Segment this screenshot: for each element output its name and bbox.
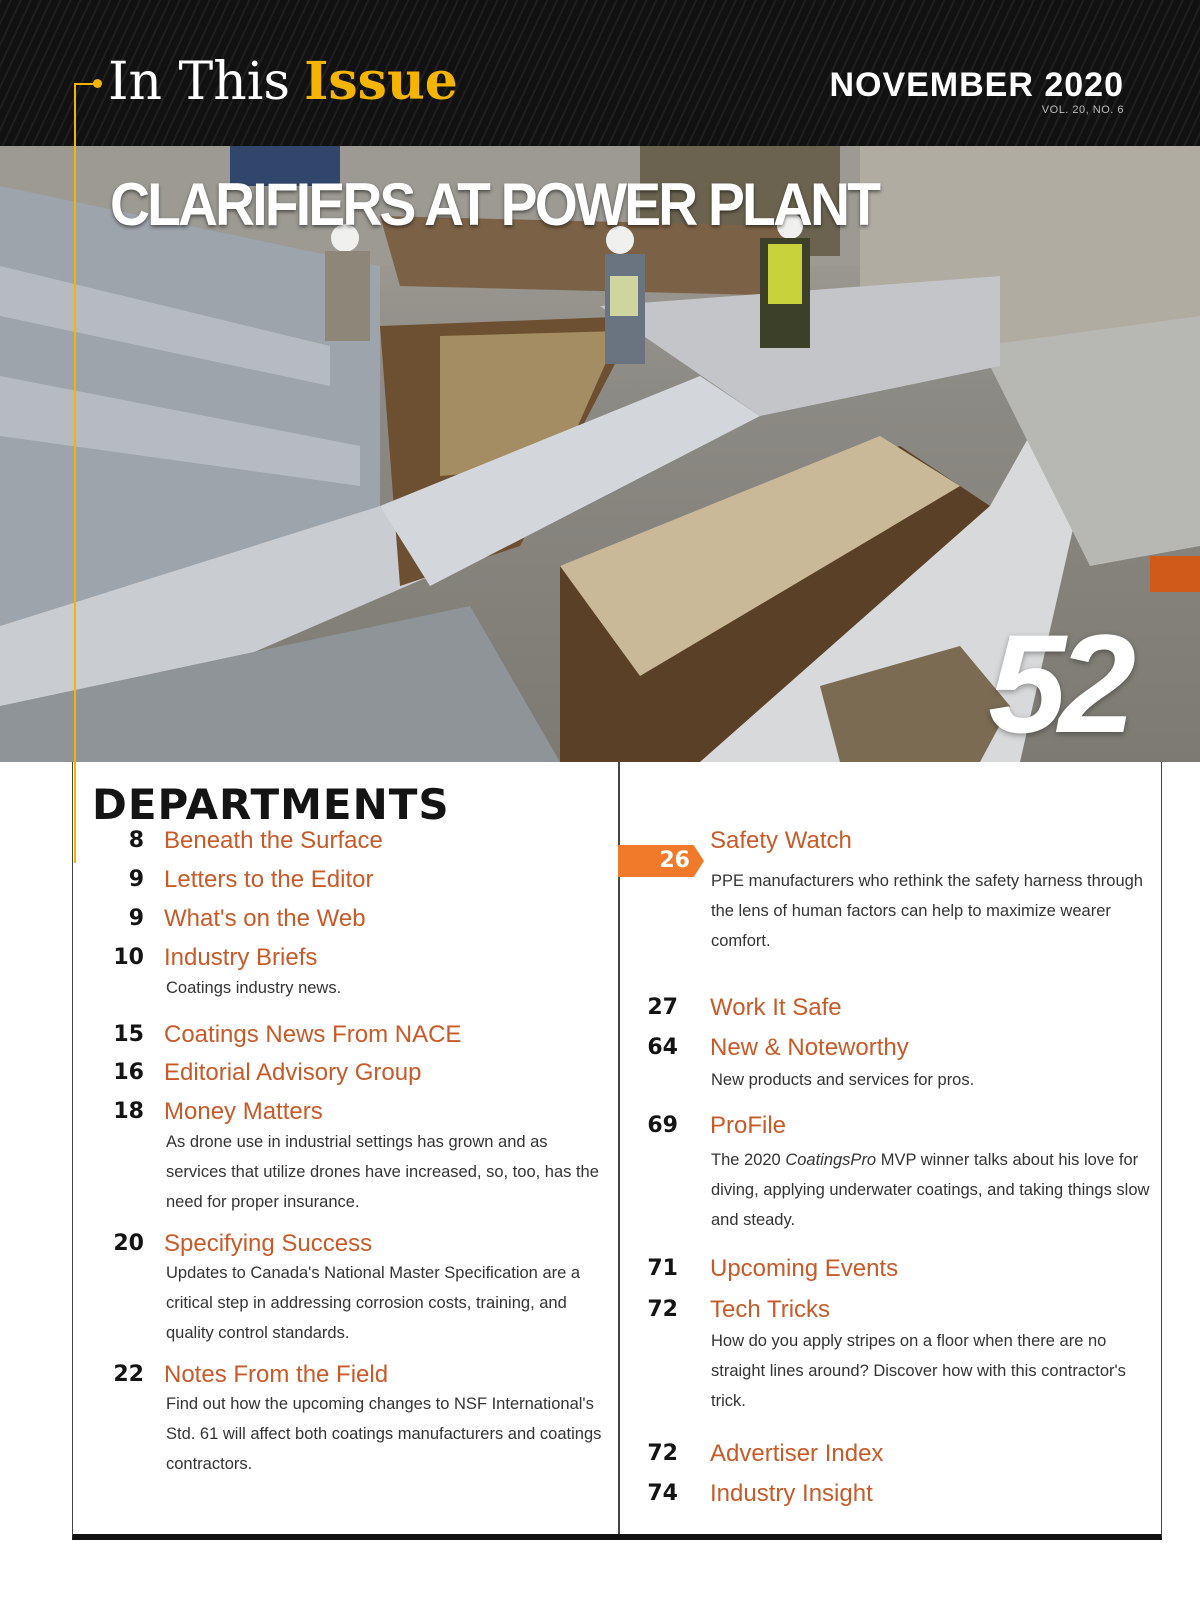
accent-vertical-line [74, 83, 76, 863]
entry-description: PPE manufacturers who rethink the safety harness through the lens of human factors can help to maximize wearer comfort. [711, 872, 1143, 950]
entry-title-link[interactable]: Editorial Advisory Group [164, 1059, 422, 1086]
entry-description [711, 1145, 1151, 1235]
entry-title-link[interactable]: Industry Briefs [164, 944, 318, 971]
entry-description: New products and services for pros. [711, 1071, 975, 1089]
entry-title-link[interactable]: Upcoming Events [710, 1255, 899, 1282]
entry-title-link[interactable]: What's on the Web [164, 905, 366, 932]
entry-page-highlighted: 26 [659, 848, 690, 873]
entry-page: 15 [113, 1022, 144, 1047]
entry-page: 22 [113, 1362, 144, 1387]
entry-page: 72 [647, 1441, 678, 1466]
entry-title-link[interactable]: Specifying Success [164, 1230, 373, 1257]
entry-page: 20 [113, 1231, 144, 1256]
desc-italic-text: CoatingsPro [785, 1151, 877, 1169]
entry-page: 72 [647, 1297, 678, 1322]
section-title-part2: Issue [304, 51, 458, 112]
accent-dot [93, 79, 102, 88]
issue-volume: VOL. 20, NO. 6 [1041, 104, 1124, 116]
cover-photo[interactable] [0, 146, 1200, 762]
cover-page-number[interactable]: 52 [988, 605, 1128, 762]
entry-page: 10 [113, 945, 144, 970]
departments-heading: DEPARTMENTS [92, 780, 450, 829]
cover-headline: CLARIFIERS AT POWER PLANT [110, 171, 879, 238]
entry-page: 18 [113, 1099, 144, 1124]
entry-page: 8 [128, 828, 144, 853]
issue-date: NOVEMBER 2020 [829, 66, 1124, 104]
column-divider [618, 762, 620, 1534]
section-title [108, 50, 458, 114]
entry-page: 27 [647, 995, 678, 1020]
entry-description: Find out how the upcoming changes to NSF International's Std. 61 will affect both coatings manufacturers and coatings contractors. [166, 1395, 602, 1473]
desc-text: MVP winner talks about his love for diving, applying underwater coatings, and taking things slow and steady. [711, 1151, 1150, 1229]
entry-title-link[interactable]: ProFile [710, 1112, 787, 1139]
entry-title-link[interactable]: Money Matters [164, 1098, 323, 1125]
entry-page: 9 [128, 867, 144, 892]
entry-title-link[interactable]: Coatings News From NACE [164, 1021, 462, 1048]
entry-title-link[interactable]: Industry Insight [710, 1480, 873, 1507]
entry-title-link[interactable]: Letters to the Editor [164, 866, 374, 893]
entry-page: 69 [647, 1113, 678, 1138]
desc-text: The 2020 [711, 1151, 786, 1169]
entry-title-link[interactable]: Notes From the Field [164, 1361, 389, 1388]
section-title-part1: In This [108, 52, 291, 112]
entry-description: Coatings industry news. [166, 979, 342, 997]
entry-title-link[interactable]: Advertiser Index [710, 1440, 884, 1467]
entry-page: 9 [128, 906, 144, 931]
entry-page: 71 [647, 1256, 678, 1281]
masthead-band [0, 0, 1200, 146]
entry-title-link[interactable]: Safety Watch [710, 827, 852, 854]
entry-title-link[interactable]: New & Noteworthy [710, 1034, 909, 1061]
entry-title-link[interactable]: Work It Safe [710, 994, 842, 1021]
entry-description: Updates to Canada's National Master Specification are a critical step in addressing corrosion costs, training, and quality control standards. [166, 1264, 581, 1342]
entry-page: 74 [647, 1481, 678, 1506]
entry-description: How do you apply stripes on a floor when there are no straight lines around? Discover how with this contractor's trick. [711, 1332, 1126, 1410]
entry-description: As drone use in industrial settings has grown and as services that utilize drones have increased, so, too, has the need for proper insurance. [166, 1133, 599, 1211]
entry-page: 16 [113, 1060, 144, 1085]
entry-title-link[interactable]: Tech Tricks [710, 1296, 831, 1323]
entry-title-link[interactable]: Beneath the Surface [164, 827, 383, 854]
entry-page: 64 [647, 1035, 678, 1060]
